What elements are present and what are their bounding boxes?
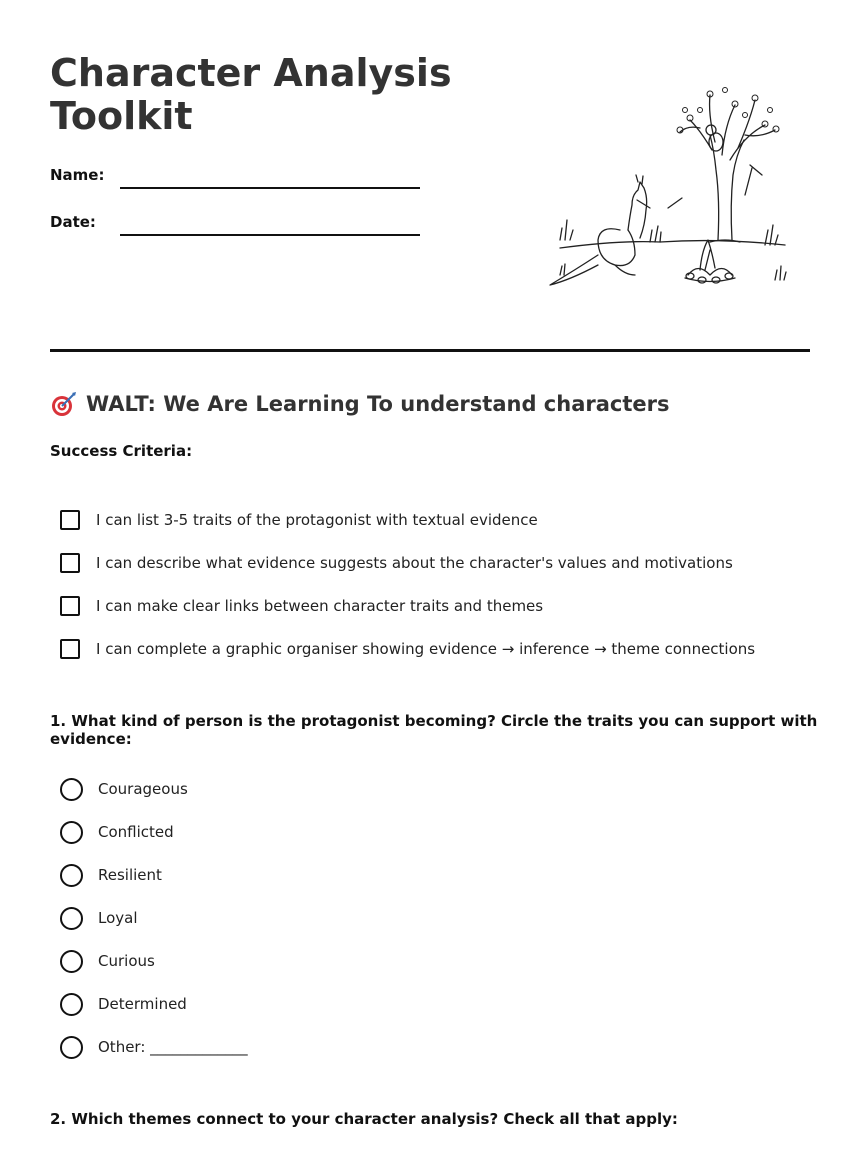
radio-button[interactable] bbox=[60, 907, 83, 930]
radio-button[interactable] bbox=[60, 821, 83, 844]
trait-option[interactable] bbox=[60, 862, 162, 888]
walt-text: WALT: We Are Learning To understand characters bbox=[86, 392, 670, 416]
criteria-text: I can complete a graphic organiser showing evidence → inference → theme connections bbox=[96, 640, 756, 658]
checkbox[interactable] bbox=[60, 639, 80, 659]
page-title: Character Analysis Toolkit bbox=[50, 51, 452, 138]
trait-label: Resilient bbox=[98, 866, 162, 884]
question-2-prompt: 2. Which themes connect to your character analysis? Check all that apply: bbox=[50, 1110, 678, 1128]
radio-button[interactable] bbox=[60, 950, 83, 973]
trait-option[interactable] bbox=[60, 776, 188, 802]
trait-label: Other: _____________ bbox=[98, 1038, 248, 1056]
trait-label: Curious bbox=[98, 952, 155, 970]
trait-option[interactable] bbox=[60, 948, 155, 974]
walt-heading bbox=[50, 390, 669, 418]
criteria-item[interactable] bbox=[60, 593, 543, 619]
trait-option[interactable] bbox=[60, 819, 174, 845]
success-criteria-label: Success Criteria: bbox=[50, 442, 193, 460]
trait-option-other[interactable] bbox=[60, 1034, 248, 1060]
criteria-text: I can list 3-5 traits of the protagonist with textual evidence bbox=[96, 511, 538, 529]
date-field[interactable] bbox=[120, 234, 420, 236]
trait-option[interactable] bbox=[60, 905, 138, 931]
checkbox[interactable] bbox=[60, 510, 80, 530]
radio-button[interactable] bbox=[60, 1036, 83, 1059]
question-1-prompt: 1. What kind of person is the protagonist becoming? Circle the traits you can support with evidence: bbox=[50, 712, 818, 748]
trait-label: Loyal bbox=[98, 909, 138, 927]
checkbox[interactable] bbox=[60, 596, 80, 616]
section-divider bbox=[50, 349, 810, 352]
criteria-text: I can describe what evidence suggests about the character's values and motivations bbox=[96, 554, 733, 572]
name-field[interactable] bbox=[120, 187, 420, 189]
criteria-item[interactable] bbox=[60, 507, 538, 533]
trait-option[interactable] bbox=[60, 991, 187, 1017]
criteria-item[interactable] bbox=[60, 550, 733, 576]
radio-button[interactable] bbox=[60, 778, 83, 801]
name-label: Name: bbox=[50, 166, 105, 184]
criteria-item[interactable] bbox=[60, 636, 755, 662]
criteria-text: I can make clear links between character traits and themes bbox=[96, 597, 544, 615]
trait-label: Determined bbox=[98, 995, 187, 1013]
radio-button[interactable] bbox=[60, 864, 83, 887]
date-label: Date: bbox=[50, 213, 96, 231]
kangaroo-tree-campfire-illustration bbox=[540, 80, 790, 295]
target-dart-icon bbox=[50, 390, 78, 418]
radio-button[interactable] bbox=[60, 993, 83, 1016]
trait-label: Courageous bbox=[98, 780, 188, 798]
checkbox[interactable] bbox=[60, 553, 80, 573]
trait-label: Conflicted bbox=[98, 823, 174, 841]
